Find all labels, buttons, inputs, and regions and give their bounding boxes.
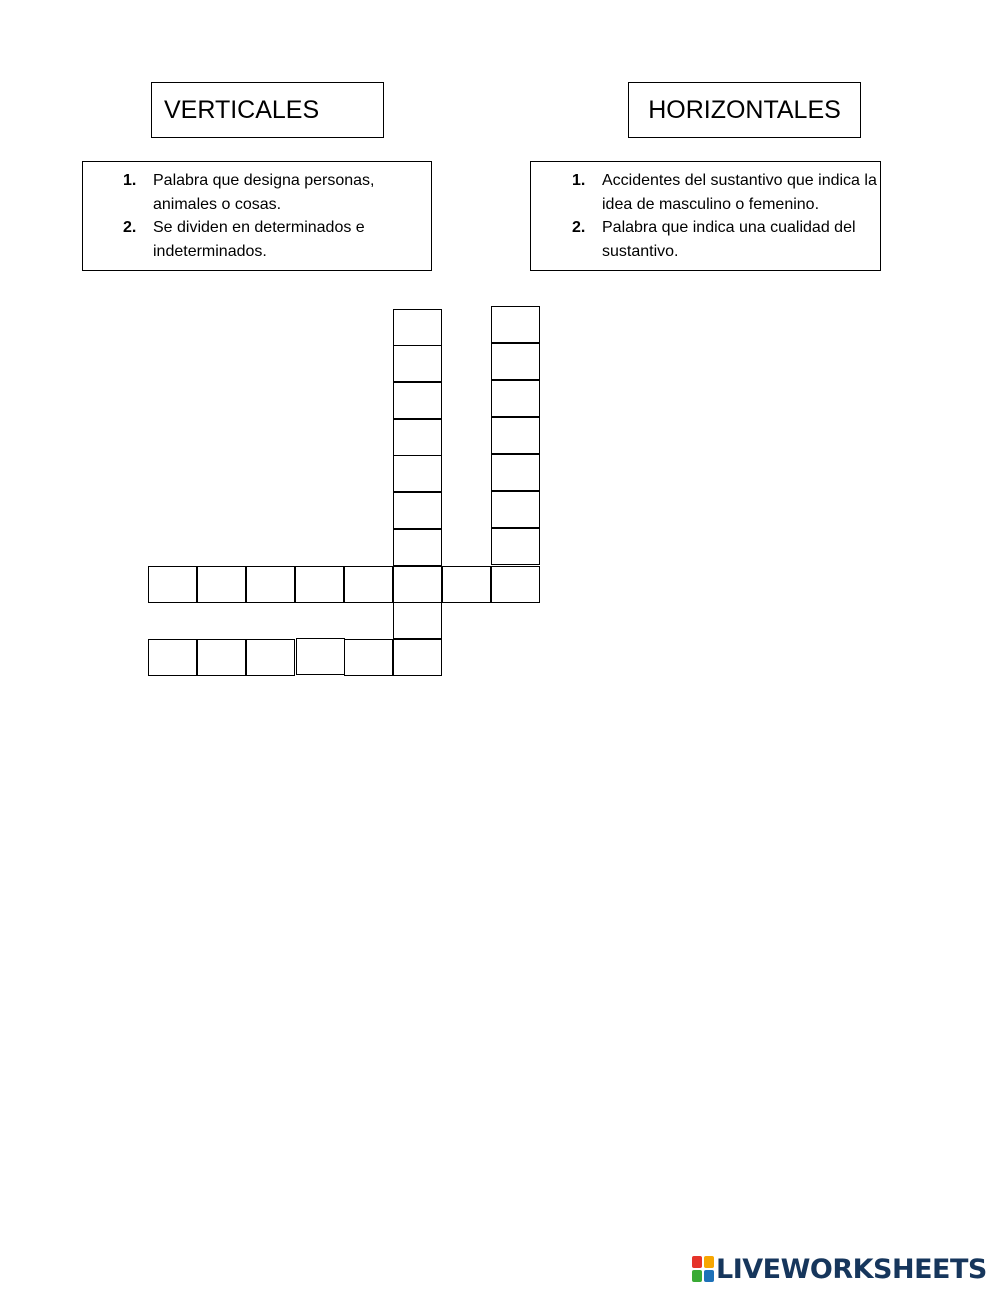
crossword-cell[interactable] [197, 639, 246, 676]
crossword-cell[interactable] [246, 639, 295, 676]
crossword-cell[interactable] [491, 566, 540, 603]
horizontales-title-text: HORIZONTALES [648, 95, 841, 124]
horizontales-clue-2 [531, 216, 880, 263]
clue-number: 1. [123, 172, 137, 189]
crossword-cell[interactable] [393, 492, 442, 529]
crossword-cell[interactable] [491, 454, 540, 491]
crossword-cell[interactable] [393, 309, 442, 346]
crossword-cell[interactable] [295, 566, 344, 603]
verticales-clue-2 [83, 216, 431, 263]
crossword-cell[interactable] [393, 419, 442, 456]
clue-number: 2. [572, 219, 586, 236]
crossword-cell[interactable] [197, 566, 246, 603]
verticales-clue-1 [83, 169, 431, 216]
crossword-cell[interactable] [246, 566, 295, 603]
crossword-cell[interactable] [296, 638, 345, 675]
clue-text: Se dividen en determinados e indeterminados. [153, 219, 365, 260]
clue-number: 1. [572, 172, 586, 189]
crossword-cell[interactable] [393, 382, 442, 419]
crossword-cell[interactable] [491, 380, 540, 417]
crossword-cell[interactable] [393, 566, 442, 603]
crossword-cell[interactable] [344, 566, 393, 603]
crossword-cell[interactable] [491, 306, 540, 343]
clue-text: Palabra que designa personas, animales o cosas. [153, 172, 375, 213]
crossword-cell[interactable] [491, 417, 540, 454]
clue-text: Accidentes del sustantivo que indica la idea de masculino o femenino. [602, 172, 877, 213]
verticales-title [151, 82, 384, 138]
verticales-clues-box [82, 161, 432, 271]
liveworksheets-logo [692, 1254, 987, 1284]
verticales-title-text: VERTICALES [164, 95, 320, 124]
crossword-cell[interactable] [393, 345, 442, 382]
crossword-cell[interactable] [491, 491, 540, 528]
verticales-clue-list [83, 162, 431, 263]
crossword-cell[interactable] [491, 343, 540, 380]
horizontales-title [628, 82, 861, 138]
crossword-cell[interactable] [393, 602, 442, 639]
liveworksheets-logo-icon [692, 1256, 714, 1282]
clue-text: Palabra que indica una cualidad del sustantivo. [602, 219, 856, 260]
crossword-cell[interactable] [393, 529, 442, 566]
horizontales-clues-box [530, 161, 881, 271]
crossword-cell[interactable] [442, 566, 491, 603]
crossword-cell[interactable] [344, 639, 393, 676]
horizontales-clue-list [531, 162, 880, 263]
clue-number: 2. [123, 219, 137, 236]
crossword-cell[interactable] [148, 566, 197, 603]
crossword-cell[interactable] [491, 528, 540, 565]
crossword-cell[interactable] [148, 639, 197, 676]
crossword-cell[interactable] [393, 455, 442, 492]
liveworksheets-logo-text: LIVEWORKSHEETS [716, 1253, 987, 1285]
crossword-cell[interactable] [393, 639, 442, 676]
horizontales-clue-1 [531, 169, 880, 216]
